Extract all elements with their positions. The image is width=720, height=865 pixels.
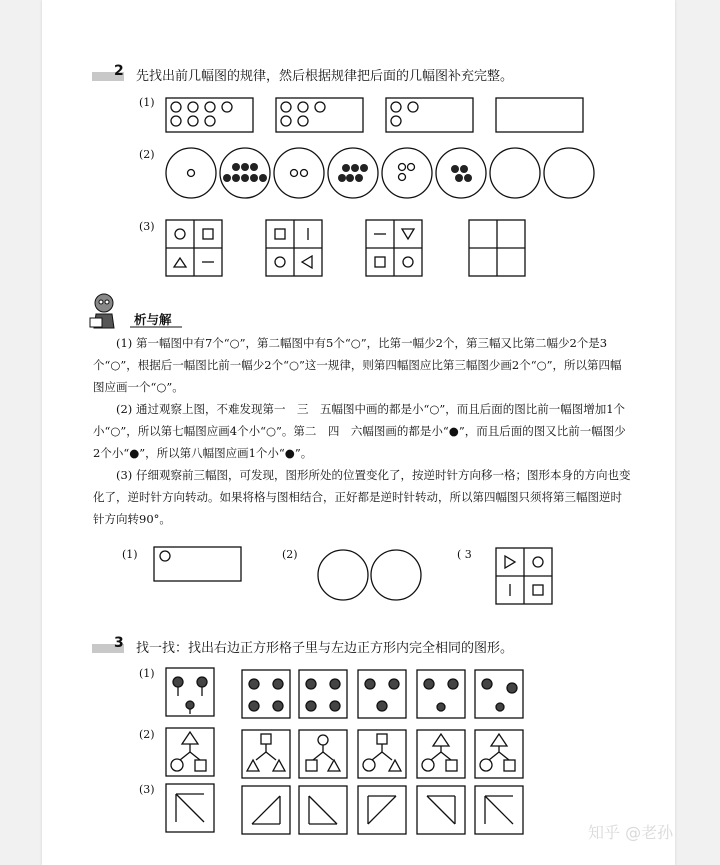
q2-3-grid-3 xyxy=(366,220,422,276)
question-2-instruction: 先找出前几幅图的规律，然后根据规律把后面的几幅图补充完整。 xyxy=(136,69,514,84)
q3-1-reference-flowers xyxy=(166,668,214,716)
q2-2-blank-circle-8 xyxy=(544,148,594,198)
answer-3-grid xyxy=(496,548,552,604)
answer-1-figure xyxy=(154,547,241,581)
answer-2-label: (2) xyxy=(282,548,298,561)
q2-2-circle-5 xyxy=(382,148,432,198)
q2-1-figure-2 xyxy=(276,98,363,132)
q3-3-option-2 xyxy=(299,786,347,834)
analysis-paragraph-2: (2) 通过观察上图，不难发现第一 三 五幅图中画的都是小“○”，而且后面的图比前一幅图增加1个小“○”，所以第七幅图应画4个小“○”。第二 四 六幅图画的都是小“●”，而且后面的图又比前一幅图少2个小“●”，所以第八幅图应画1个小“●”。 xyxy=(93,402,626,460)
q3-2-option-1 xyxy=(242,730,290,778)
analysis-heading: 析与解 xyxy=(134,312,172,327)
mascot-reading-icon xyxy=(90,294,114,328)
flower-icon xyxy=(197,677,207,696)
q3-3-reference-shape xyxy=(166,784,214,832)
analysis-paragraph-3: (3) 仔细观察前三幅图，可发现，图形所处的位置变化了，按逆时针方向移一格；图形本身的方向也变化了，逆时针方向转动。如果将格与图相结合，正好都是逆时针转动，所以第四幅图只须将第三幅图逆时针方向转90°。 xyxy=(93,468,631,526)
q3-2-reference-tree xyxy=(166,728,214,776)
q2-2-circle-1 xyxy=(166,148,216,198)
q3-2-option-2 xyxy=(299,730,347,778)
answer-2-circle-7 xyxy=(318,550,368,600)
q3-3-option-4 xyxy=(417,786,465,834)
q2-3-blank-grid-4 xyxy=(469,220,525,276)
q2-part-2-label: (2) xyxy=(139,148,155,161)
watermark: 知乎 @老孙 xyxy=(588,823,674,842)
q2-3-grid-2 xyxy=(266,220,322,276)
analysis-paragraph-1: (1) 第一幅图中有7个“○”，第二幅图中有5个“○”，比第一幅少2个，第三幅又比第二幅少2个是3个“○”，根据后一幅图比前一幅少2个“○”这一规律，则第四幅图应比第三幅图少画2个“○”，所以第四幅图应画一个“○”。 xyxy=(93,336,622,394)
q2-part-3-label: (3) xyxy=(139,220,155,233)
q2-1-blank-answer-box xyxy=(496,98,583,132)
q3-part-2-label: (2) xyxy=(139,728,155,741)
textbook-page xyxy=(42,0,675,865)
q3-1-option-2 xyxy=(299,670,347,718)
answer-1-label: (1) xyxy=(122,548,138,561)
q3-1-option-1 xyxy=(242,670,290,718)
question-2-number: 2 xyxy=(114,63,124,79)
q2-part-1-label: (1) xyxy=(139,96,155,109)
q3-2-option-4 xyxy=(417,730,465,778)
q3-part-3-label: (3) xyxy=(139,783,155,796)
q3-3-option-3 xyxy=(358,786,406,834)
analysis-body xyxy=(93,332,631,530)
q3-1-option-3 xyxy=(358,670,406,718)
q3-part-1-label: (1) xyxy=(139,667,155,680)
q3-3-option-5 xyxy=(475,786,523,834)
answer-3-label: ( 3 xyxy=(457,548,472,561)
answer-2-circle-8 xyxy=(371,550,421,600)
q2-3-grid-1 xyxy=(166,220,222,276)
q2-1-figure-1 xyxy=(166,98,253,132)
q2-2-circle-2 xyxy=(220,148,270,198)
question-3-number: 3 xyxy=(114,635,124,651)
question-3-instruction: 找一找：找出右边正方形格子里与左边正方形内完全相同的图形。 xyxy=(136,641,514,656)
q2-1-figure-3 xyxy=(386,98,473,132)
q2-2-circle-4 xyxy=(328,148,378,198)
q3-3-option-1 xyxy=(242,786,290,834)
q3-2-option-5 xyxy=(475,730,523,778)
q2-2-blank-circle-7 xyxy=(490,148,540,198)
q3-1-option-5 xyxy=(475,670,523,718)
q2-2-circle-6 xyxy=(436,148,486,198)
flower-icon xyxy=(173,677,183,696)
q2-2-circle-3 xyxy=(274,148,324,198)
flower-icon xyxy=(186,701,194,714)
q3-1-option-4 xyxy=(417,670,465,718)
q3-2-option-3 xyxy=(358,730,406,778)
